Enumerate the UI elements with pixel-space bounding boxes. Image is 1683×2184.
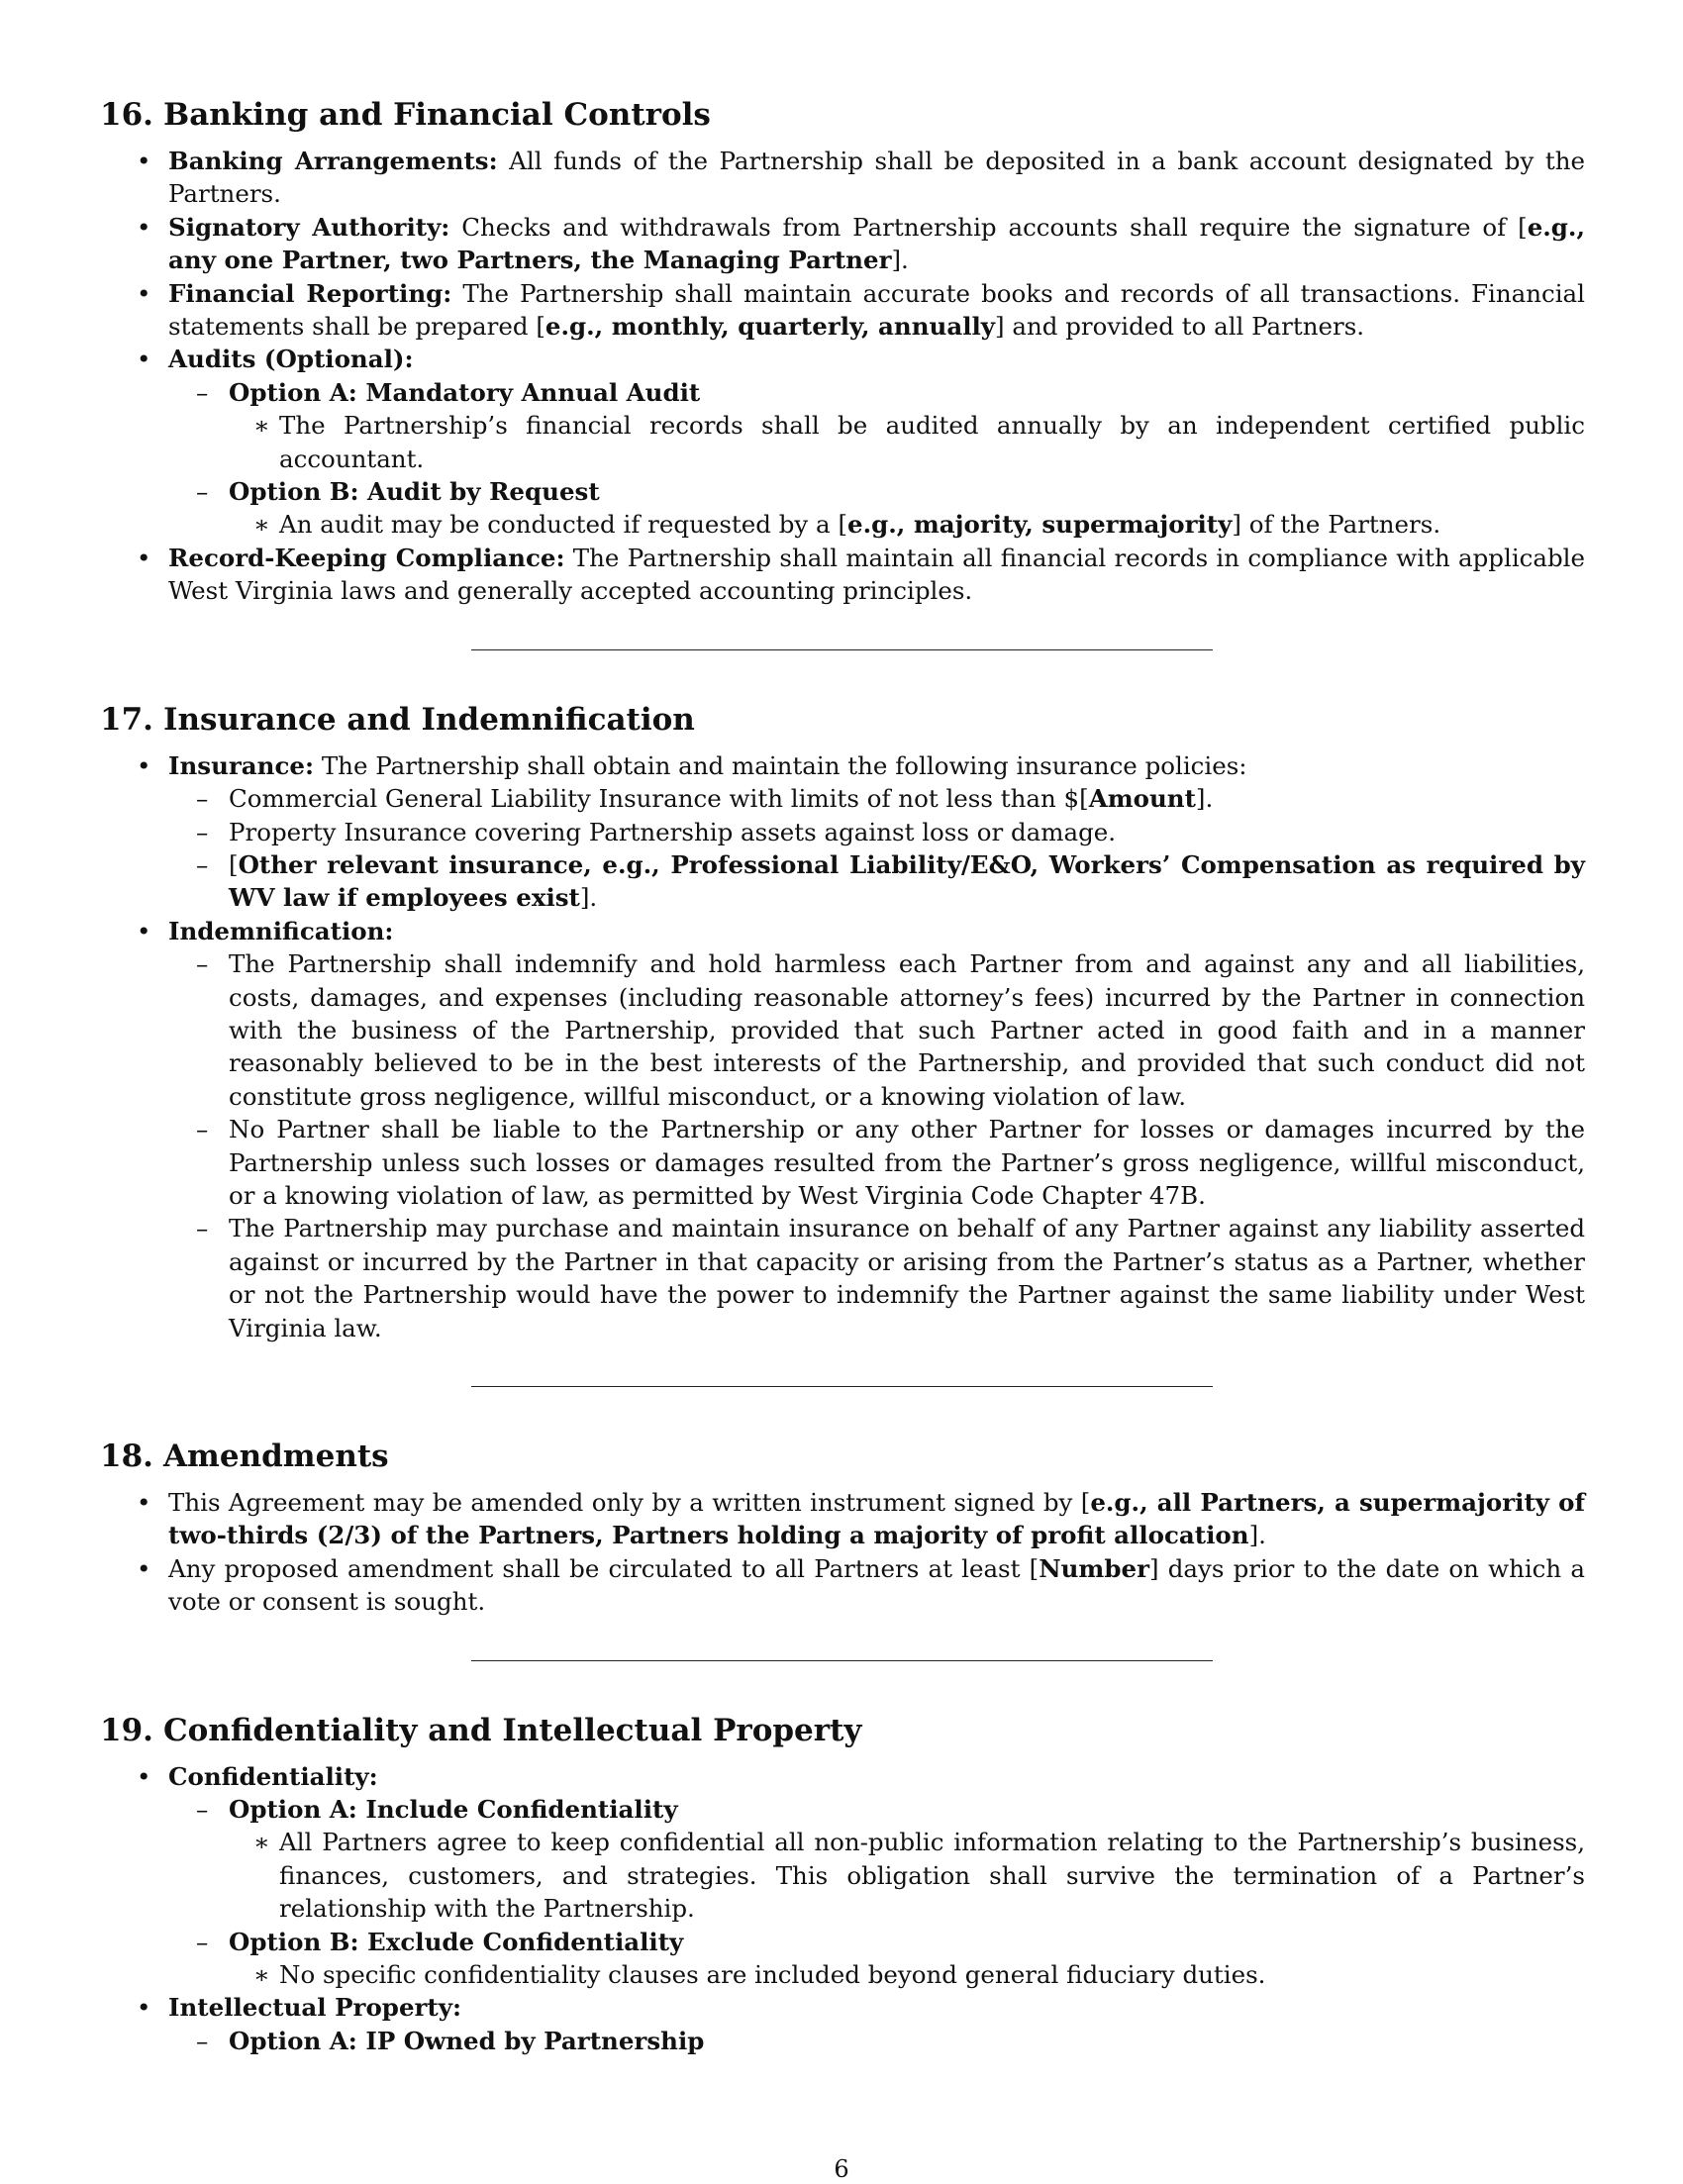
list-item: ∗ The Partnership’s financial records shall be audited annually by an independent certified public accountant. (229, 409, 1585, 475)
section-heading (100, 700, 1585, 740)
divider (471, 1660, 1213, 1661)
section-title: Insurance and Indemnification (163, 701, 695, 738)
page-number: 6 (834, 2155, 849, 2183)
list-item: – No Partner shall be liable to the Partnership or any other Partner for losses or damages incurred by the Partnership unless such losses or damages resulted from the Partner’s gross negligence, willful misconduct, or a knowing violation of law, as permitted by West Virginia Code Chapter 47B. (168, 1113, 1585, 1212)
list-item-reporting: • Financial Reporting: The Partnership shall maintain accurate books and records of all transactions. Financial statements shall be prepared [e.g., monthly, quarterly, annually] and provided to all Partners. (100, 277, 1585, 344)
section-title: Banking and Financial Controls (163, 97, 711, 133)
list-item: – [Other relevant insurance, e.g., Professional Liability/E&O, Workers’ Compensation as required by WV law if employees exist]. (168, 848, 1585, 915)
bullet-list (100, 749, 1585, 1344)
list-item-indemnification: • Indemnification: – The Partnership shall indemnify and hold harmless each Partner from and against any and all liabilities, costs, damages, and expenses (including reasonable attorney’s fees) incurred by the Partner in connection with the business of the Partnership, provided that such Partner acted in good faith and in a manner reasonably believed to be in the best interests of the Partnership, and provided that such conduct did not constitute gross negligence, willful misconduct, or a knowing violation of law. – No Partner shall be liable to the Partnership or any other Partner for losses or damages incurred by the Partnership unless such losses or damages resulted from the Partner’s gross negligence, willful misconduct, or a knowing violation of law, as permitted by West Virginia Code Chapter 47B. – The Partnership may purchase and maintain insurance on behalf of any Partner against any liability asserted against or incurred by the Partner in that capacity or arising from the Partner’s status as a Partner, whether or not the Partnership would have the power to indemnify the Partner against the same liability under West Virginia law. (100, 915, 1585, 1344)
page-content (100, 95, 1585, 2057)
sub-list (168, 1793, 1585, 1991)
section-number: 16. (100, 97, 153, 133)
list-item-audit-option-a: – Option A: Mandatory Annual Audit ∗ The Partnership’s financial records shall be audited annually by an independent certified public accountant. (168, 376, 1585, 475)
section-18 (100, 1437, 1585, 1619)
list-item-signatory: • Signatory Authority: Checks and withdrawals from Partnership accounts shall require the signature of [e.g., any one Partner, two Partners, the Managing Partner]. (100, 211, 1585, 277)
sub-list (168, 947, 1585, 1344)
list-item: • This Agreement may be amended only by a written instrument signed by [e.g., all Partners, a supermajority of two-thirds (2/3) of the Partners, Partners holding a majority of profit allocation]. (100, 1486, 1585, 1552)
section-19 (100, 1711, 1585, 2058)
list-item: – The Partnership shall indemnify and hold harmless each Partner from and against any and all liabilities, costs, damages, and expenses (including reasonable attorney’s fees) incurred by the Partner in connection with the business of the Partnership, provided that such Partner acted in good faith and in a manner reasonably believed to be in the best interests of the Partnership, and provided that such conduct did not constitute gross negligence, willful misconduct, or a knowing violation of law. (168, 947, 1585, 1113)
section-heading (100, 1437, 1585, 1476)
list-item: • Any proposed amendment shall be circulated to all Partners at least [Number] days prior to the date on which a vote or consent is sought. (100, 1552, 1585, 1619)
section-heading (100, 95, 1585, 135)
list-item-audits: • Audits (Optional): – Option A: Mandatory Annual Audit ∗ The Partnership’s financial records shall be audited annually by an independent certified public accountant. – Option B: Audit by Request ∗ An audit may be conducted if requested by a [e.g., majority, supermajority] of the Partners. (100, 343, 1585, 541)
sub-list (168, 2025, 1585, 2057)
divider (471, 649, 1213, 650)
list-item: ∗ An audit may be conducted if requested by a [e.g., majority, supermajority] of the Partners. (229, 508, 1585, 541)
section-number: 18. (100, 1439, 153, 1474)
divider (471, 1386, 1213, 1387)
list-item-recordkeeping: • Record-Keeping Compliance: The Partnership shall maintain all financial records in compliance with applicable West Virginia laws and generally accepted accounting principles. (100, 542, 1585, 608)
section-title: Amendments (163, 1439, 389, 1474)
section-16 (100, 95, 1585, 608)
bullet-list (100, 1760, 1585, 2058)
list-item-audit-option-b: – Option B: Audit by Request ∗ An audit may be conducted if requested by a [e.g., majority, supermajority] of the Partners. (168, 475, 1585, 542)
list-item: – Commercial General Liability Insurance with limits of not less than $[Amount]. (168, 782, 1585, 815)
list-item: – Property Insurance covering Partnership assets against loss or damage. (168, 816, 1585, 848)
sub-list (168, 376, 1585, 542)
list-item: ∗ All Partners agree to keep confidential all non-public information relating to the Partnership’s business, finances, customers, and strategies. This obligation shall survive the termination of a Partner’s relationship with the Partnership. (229, 1826, 1585, 1925)
section-number: 17. (100, 701, 153, 738)
list-item-ip-option-a: – Option A: IP Owned by Partnership (168, 2025, 1585, 2057)
section-heading (100, 1711, 1585, 1750)
bullet-list (100, 145, 1585, 608)
sub-list (168, 782, 1585, 915)
section-number: 19. (100, 1712, 153, 1748)
section-17 (100, 700, 1585, 1344)
list-item-confidentiality-option-b: – Option B: Exclude Confidentiality ∗ No specific confidentiality clauses are included beyond general fiduciary duties. (168, 1926, 1585, 1992)
list-item-intellectual-property: • Intellectual Property: – Option A: IP Owned by Partnership (100, 1991, 1585, 2057)
section-title: Confidentiality and Intellectual Property (163, 1712, 862, 1748)
list-item: – The Partnership may purchase and maintain insurance on behalf of any Partner against any liability asserted against or incurred by the Partner in that capacity or arising from the Partner’s status as a Partner, whether or not the Partnership would have the power to indemnify the Partner against the same liability under West Virginia law. (168, 1212, 1585, 1344)
list-item-insurance: • Insurance: The Partnership shall obtain and maintain the following insurance policies: – Commercial General Liability Insurance with limits of not less than $[Amount]. – Property Insurance covering Partnership assets against loss or damage. – [Other relevant insurance, e.g., Professional Liability/E&O, Workers’ Compensation as required by WV law if employees exist]. (100, 749, 1585, 915)
list-item-confidentiality-option-a: – Option A: Include Confidentiality ∗ All Partners agree to keep confidential all non-public information relating to the Partnership’s business, finances, customers, and strategies. This obligation shall survive the termination of a Partner’s relationship with the Partnership. (168, 1793, 1585, 1926)
list-item: ∗ No specific confidentiality clauses are included beyond general fiduciary duties. (229, 1958, 1585, 1991)
bullet-list (100, 1486, 1585, 1619)
list-item-banking: • Banking Arrangements: All funds of the Partnership shall be deposited in a bank account designated by the Partners. (100, 145, 1585, 211)
list-item-confidentiality: • Confidentiality: – Option A: Include Confidentiality ∗ All Partners agree to keep confidential all non-public information relating to the Partnership’s business, finances, customers, and strategies. This obligation shall survive the termination of a Partner’s relationship with the Partnership. – Option B: Exclude Confidentiality ∗ No specific confidentiality clauses are included beyond general fiduciary duties. (100, 1760, 1585, 1992)
